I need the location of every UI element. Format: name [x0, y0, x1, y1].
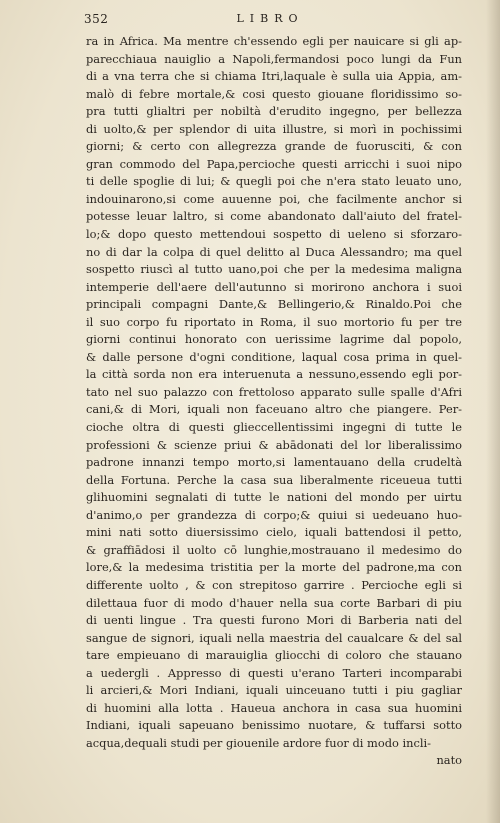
- text-line: ti delle spoglie di lui; & quegli poi che n'era stato leuato uno,: [86, 174, 462, 189]
- text-line: di huomini alla lotta . Haueua anchora in casa sua huomini: [86, 700, 462, 715]
- text-line: ra in Africa. Ma mentre ch'essendo egli per nauicare si gli ap-: [86, 34, 462, 48]
- text-line: lo;& dopo questo mettendoui sospetto di ueleno si sforzaro-: [86, 227, 462, 242]
- text-line: sangue de signori, iquali nella maestria del caualcare & del sal: [86, 630, 462, 645]
- text-line: della Fortuna. Perche la casa sua liberalmente riceueua tutti: [86, 472, 462, 487]
- text-line: pra tutti glialtri per nobiltà d'erudito ingegno, per bellezza: [86, 104, 462, 119]
- text-line: & dalle persone d'ogni conditione, laqual cosa prima in quel-: [86, 349, 462, 364]
- text-line: tare empieuano di marauiglia gliocchi di coloro che stauano: [86, 648, 462, 663]
- text-line: di uolto,& per splendor di uita illustre, si morì in pochissimi: [86, 121, 462, 136]
- text-line: & graffiādosi il uolto cō lunghie,mostrauano il medesimo do: [86, 542, 462, 557]
- text-line: di uenti lingue . Tra questi furono Mori di Barberia nati del: [86, 613, 462, 628]
- text-line: la città sorda non era interuenuta a nessuno,essendo egli por-: [86, 367, 462, 382]
- text-line: indouinarono,si come auuenne poi, che facilmente anchor si: [86, 191, 462, 206]
- text-line: malò di febre mortale,& cosi questo giouane floridissimo so-: [86, 86, 462, 101]
- text-line: cioche oltra di questi glieccellentissimi ingegni di tutte le: [86, 420, 462, 435]
- page-header: [84, 12, 456, 32]
- text-line: lore,& la medesima tristitia per la morte del padrone,ma con: [86, 560, 462, 575]
- text-line: li arcieri,& Mori Indiani, iquali uinceuano tutti i piu gagliar: [86, 683, 462, 698]
- text-line: tato nel suo palazzo con frettoloso apparato sulle spalle d'Afri: [86, 384, 462, 399]
- text-line: mini nati sotto diuersissimo cielo, iquali battendosi il petto,: [86, 525, 462, 540]
- text-line: acqua,dequali studi per giouenile ardore fuor di modo incli-: [86, 735, 431, 750]
- text-line: d'animo,o per grandezza di corpo;& quiui si uedeuano huo-: [86, 507, 462, 522]
- text-line: giorni; & certo con allegrezza grande de fuorusciti, & con: [86, 139, 462, 154]
- text-line: principali compagni Dante,& Bellingerio,& Rinaldo.Poi che: [86, 297, 462, 312]
- text-line: gran commodo del Papa,percioche questi arricchi i suoi nipo: [86, 156, 462, 171]
- text-line: il suo corpo fu riportato in Roma, il suo mortorio fu per tre: [86, 314, 462, 329]
- text-line: professioni & scienze priui & abādonati del lor liberalissimo: [86, 437, 462, 452]
- body-text: [86, 33, 462, 752]
- text-line: parecchiaua nauiglio a Napoli,fermandosi poco lungi da Fun: [86, 51, 462, 66]
- text-line: di a vna terra che si chiama Itri,laquale è sulla uia Appia, am-: [86, 69, 462, 84]
- text-line: dilettaua fuor di modo d'hauer nella sua corte Barbari di piu: [86, 595, 462, 610]
- text-line: Indiani, iquali sapeuano benissimo nuotare, & tuffarsi sotto: [86, 718, 462, 733]
- page-gutter-shadow: [486, 0, 500, 823]
- text-line: differente uolto , & con strepitoso garrire . Percioche egli si: [86, 577, 462, 592]
- text-line: padrone innanzi tempo morto,si lamentauano della crudeltà: [86, 455, 462, 470]
- text-line: intemperie dell'aere dell'autunno si morirono anchora i suoi: [86, 279, 462, 294]
- text-line: potesse leuar laltro, si come abandonato dall'aiuto del fratel-: [86, 209, 462, 224]
- page-number: 352: [84, 12, 109, 26]
- running-head: LIBRO: [236, 12, 304, 25]
- text-line: glihuomini segnalati di tutte le nationi del mondo per uirtu: [86, 490, 462, 505]
- text-line: no di dar la colpa di quel delitto al Duca Alessandro; ma quel: [86, 244, 462, 259]
- text-line: a uedergli . Appresso di questi u'erano Tarteri incomparabi: [86, 665, 462, 680]
- text-line: sospetto riuscì al tutto uano,poi che per la medesima maligna: [86, 262, 462, 277]
- text-line: giorni continui honorato con uerissime lagrime dal popolo,: [86, 332, 462, 347]
- text-line: cani,& di Mori, iquali non faceuano altro che piangere. Per-: [86, 402, 462, 417]
- catchword: nato: [436, 753, 462, 767]
